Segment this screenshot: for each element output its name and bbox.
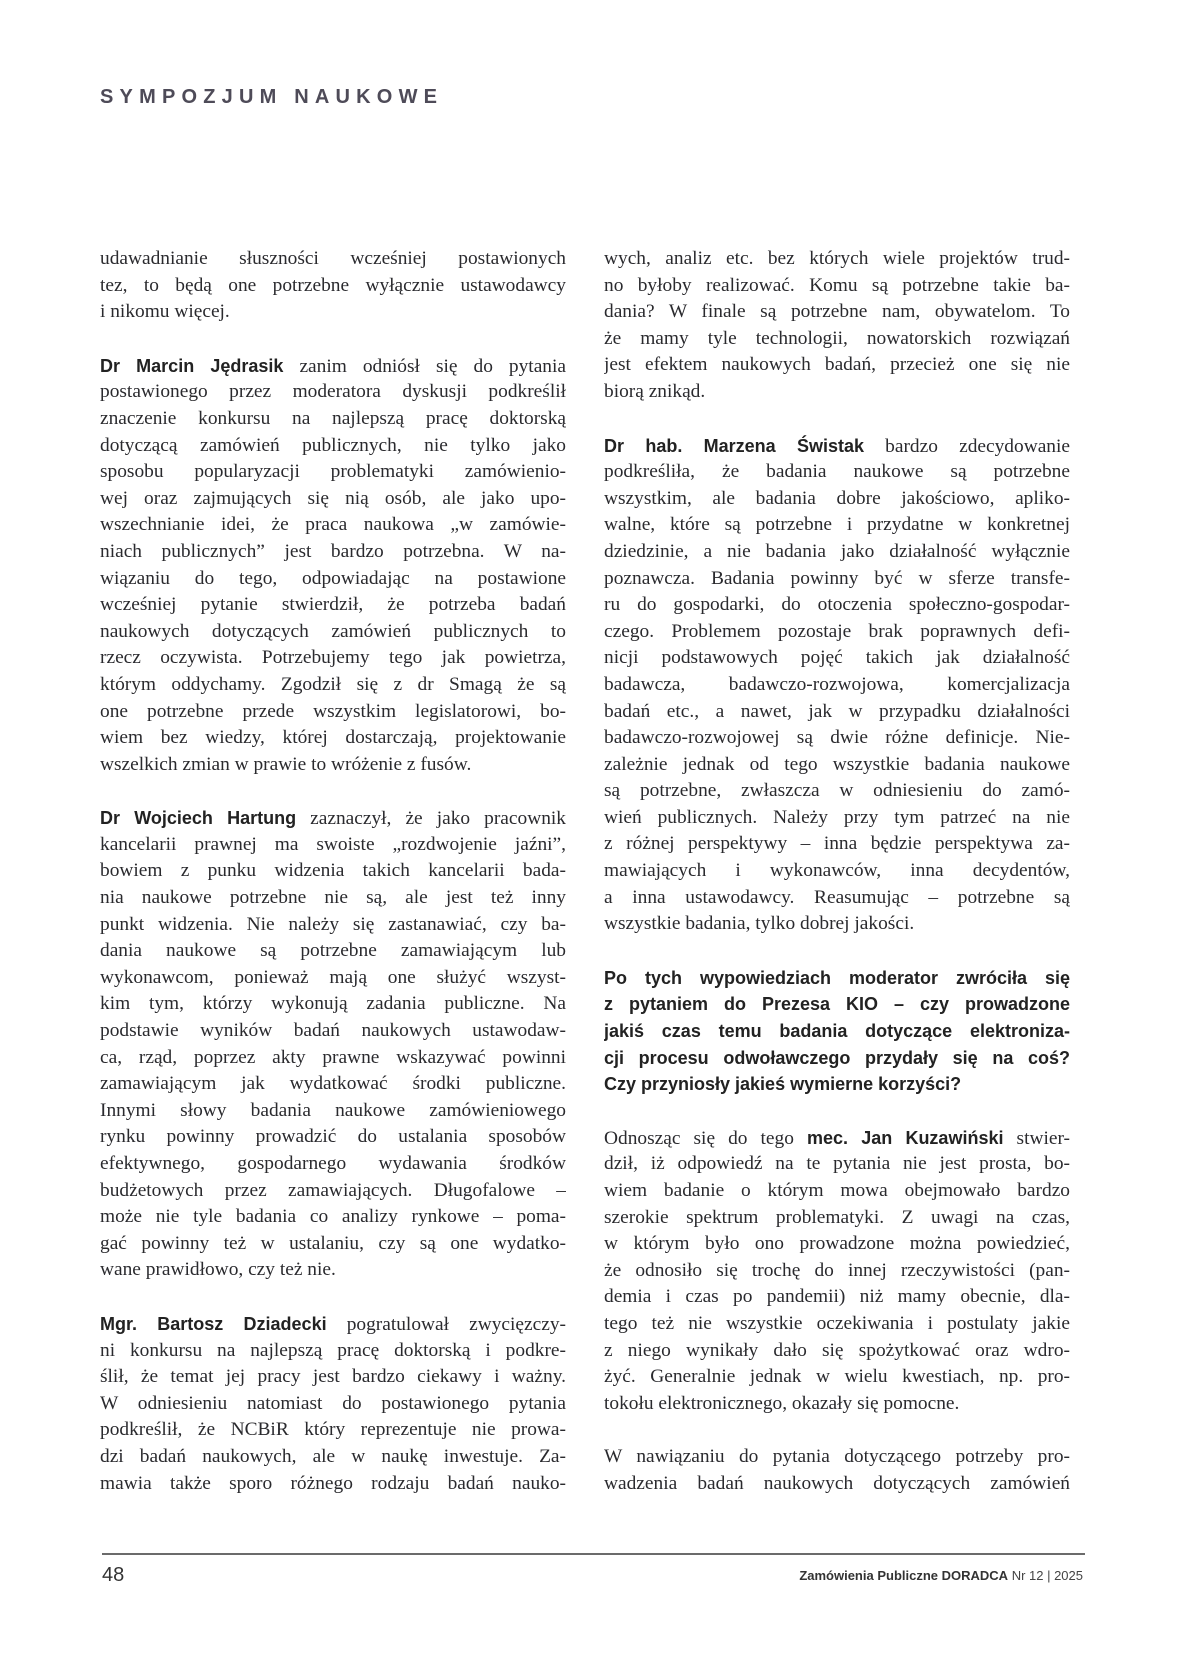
paragraph bbox=[100, 1311, 566, 1497]
text-line: jakiś czas temu badania dotyczące elektroniza- bbox=[604, 1021, 1070, 1042]
paragraph bbox=[100, 353, 566, 779]
paragraph bbox=[100, 805, 566, 1284]
text-line: wszelkich zmian w prawie to wróżenie z fusów. bbox=[100, 753, 472, 775]
text-line: żyć. Generalnie jednak w wielu kwestiach, np. pro- bbox=[604, 1366, 1070, 1388]
text-line: niach publicznych” jest bardzo potrzebna. W na- bbox=[100, 540, 566, 562]
text-line: demia i czas po pandemii) niż mamy obecnie, dla- bbox=[604, 1286, 1070, 1308]
text-line: wiem badanie o którym mowa obejmowało bardzo bbox=[604, 1180, 1070, 1201]
text-line: postawionego przez moderatora dyskusji podkreślił bbox=[100, 381, 566, 403]
text-line: w którym było ono prowadzone można powiedzieć, bbox=[604, 1233, 1070, 1255]
paragraph bbox=[604, 1444, 1070, 1497]
text-line: znaczenie konkursu na najlepszą pracę doktorską bbox=[100, 407, 566, 429]
issue-number: Nr 12 | 2025 bbox=[1011, 1568, 1083, 1583]
moderator-question bbox=[604, 965, 1070, 1098]
text-line: wiem bez wiedzy, której dostarczają, projektowanie bbox=[100, 727, 566, 749]
left-column bbox=[100, 246, 566, 1497]
text-line: Po tych wypowiedziach moderator zwróciła się bbox=[604, 967, 1070, 988]
text-line: i nikomu więcej. bbox=[100, 301, 230, 323]
text-line: budżetowych przez zamawiających. Długofalowe – bbox=[100, 1179, 566, 1201]
text-line: walne, które są potrzebne i przydatne w konkretnej bbox=[604, 514, 1070, 536]
text-line: wszystkie badania, tylko dobrej jakości. bbox=[604, 913, 915, 935]
text-line: Odnosząc się do tego mec. Jan Kuzawiński stwier- bbox=[604, 1127, 1070, 1149]
text-line: że odnosiło się trochę do innej rzeczywistości (pan- bbox=[604, 1259, 1070, 1281]
text-line: biorą znikąd. bbox=[604, 380, 706, 402]
text-line: czego. Problemem pozostaje brak poprawnych defi- bbox=[604, 620, 1070, 642]
paragraph-spacer bbox=[604, 1417, 1070, 1444]
paragraph-spacer bbox=[604, 406, 1070, 433]
text-line: badawcza, badawczo-rozwojowa, komercjalizacja bbox=[604, 673, 1070, 695]
text-line: z pytaniem do Prezesa KIO – czy prowadzone bbox=[604, 994, 1070, 1015]
text-line: może nie tyle badania co analizy rynkowe – poma- bbox=[100, 1206, 566, 1228]
text-line: tokołu elektronicznego, okazały się pomocne. bbox=[604, 1392, 960, 1414]
text-line: Innymi słowy badania naukowe zamówieniowego bbox=[100, 1099, 566, 1121]
paragraph bbox=[604, 433, 1070, 938]
text-line: Dr Marcin Jędrasik zanim odniósł się do pytania bbox=[100, 355, 566, 377]
text-line: dziedzinie, a nie badania jako działalność wyłącznie bbox=[604, 540, 1070, 562]
text-line: rynku powinny prowadzić do ustalania sposobów bbox=[100, 1126, 566, 1148]
speaker-name: Dr Marcin Jędrasik bbox=[100, 355, 284, 376]
speaker-name: Mgr. Bartosz Dziadecki bbox=[100, 1313, 327, 1334]
text-line: podkreślił, że NCBiR który reprezentuje nie prowa- bbox=[100, 1419, 566, 1441]
text-line: tez, to będą one potrzebne wyłącznie ustawodawcy bbox=[100, 274, 566, 296]
paragraph-spacer bbox=[604, 1098, 1070, 1125]
paragraph-spacer bbox=[604, 938, 1070, 965]
text-line: podstawie wyników badań naukowych ustawodaw- bbox=[100, 1020, 566, 1042]
paragraph-spacer bbox=[100, 778, 566, 805]
text-line: ca, rząd, poprzez akty prawne wskazywać powinni bbox=[100, 1046, 566, 1068]
text-line: wszystkim, ale badania dobre jakościowo, apliko- bbox=[604, 487, 1070, 509]
text-line: szerokie spektrum problematyki. Z uwagi na czas, bbox=[604, 1206, 1070, 1228]
text-line: sposobu popularyzacji problematyki zamówienio- bbox=[100, 461, 566, 483]
text-line: z niego wynikały dało się spożytkować oraz wdro- bbox=[604, 1339, 1070, 1361]
text-line: cji procesu odwoławczego przydały się na coś? bbox=[604, 1047, 1070, 1068]
text-line: a inna ustawodawcy. Reasumując – potrzebne są bbox=[604, 886, 1070, 908]
speaker-name: mec. Jan Kuzawiński bbox=[806, 1127, 1004, 1148]
text-line: wszechnianie idei, że praca naukowa „w zamówie- bbox=[100, 514, 566, 536]
paragraph bbox=[604, 246, 1070, 406]
text-line: no byłoby realizować. Komu są potrzebne takie ba- bbox=[604, 274, 1070, 296]
text-line: W nawiązaniu do pytania dotyczącego potrzeby pro- bbox=[604, 1446, 1070, 1468]
text-line: że mamy tyle technologii, nowatorskich rozwiązań bbox=[604, 327, 1070, 349]
speaker-name: Dr hab. Marzena Świstak bbox=[604, 435, 865, 456]
text-line: badawczo-rozwojowej są dwie różne definicje. Nie- bbox=[604, 727, 1070, 749]
text-line: wadzenia badań naukowych dotyczących zamówień bbox=[604, 1472, 1070, 1494]
text-line: Dr hab. Marzena Świstak bardzo zdecydowanie bbox=[604, 435, 1070, 457]
text-line: nia naukowe potrzebne nie są, ale jest też inny bbox=[100, 887, 566, 909]
text-line: ślił, że temat jej pracy jest bardzo ciekawy i ważny. bbox=[100, 1366, 566, 1388]
text-line: z różnej perspektywy – inna będzie perspektywa za- bbox=[604, 833, 1070, 855]
magazine-title: Zamówienia Publiczne DORADCA bbox=[799, 1568, 1009, 1583]
text-line: tego też nie wszystkie oczekiwania i postulaty jakie bbox=[604, 1312, 1070, 1334]
text-line: dził, iż odpowiedź na te pytania nie jest prosta, bo- bbox=[604, 1153, 1070, 1175]
text-line: dania? W finale są potrzebne nam, obywatelom. To bbox=[604, 301, 1070, 323]
text-line: jest efektem naukowych badań, przecież one się nie bbox=[604, 354, 1070, 376]
text-line: Dr Wojciech Hartung zaznaczył, że jako pracownik bbox=[100, 808, 566, 830]
text-line: bowiem z punku widzenia takich kancelarii bada- bbox=[100, 860, 566, 882]
text-line: zamawiającym jak wydatkować środki publiczne. bbox=[100, 1073, 566, 1095]
text-line: rzecz oczywista. Potrzebujemy tego jak powietrza, bbox=[100, 647, 566, 669]
paragraph bbox=[604, 1125, 1070, 1418]
text-line: wej oraz zajmujących się nią osób, ale jako upo- bbox=[100, 487, 566, 509]
text-line: wane prawidłowo, czy też nie. bbox=[100, 1259, 336, 1281]
text-line: nicji podstawowych pojęć takich jak działalność bbox=[604, 647, 1070, 669]
text-line: Mgr. Bartosz Dziadecki pogratulował zwycięzczy- bbox=[100, 1313, 566, 1335]
right-column bbox=[604, 246, 1070, 1498]
text-line: ni konkursu na najlepszą pracę doktorską i podkre- bbox=[100, 1339, 566, 1361]
running-head-section-title: SYMPOZJUM NAUKOWE bbox=[100, 86, 444, 108]
text-line: gać powinny też w ustalaniu, czy są one wydatko- bbox=[100, 1232, 566, 1254]
speaker-name: Dr Wojciech Hartung bbox=[100, 808, 297, 829]
text-line: wcześniej pytanie stwierdził, że potrzeba badań bbox=[100, 594, 566, 616]
text-line: mawiających i wykonawców, inna decydentów, bbox=[604, 860, 1070, 882]
text-line: one potrzebne przede wszystkim legislatorowi, bo- bbox=[100, 700, 566, 722]
text-line: wykonawcom, ponieważ mają one służyć wszyst- bbox=[100, 966, 566, 988]
paragraph bbox=[100, 246, 566, 326]
text-line: zależnie jednak od tego wszystkie badania naukowe bbox=[604, 753, 1070, 775]
text-line: wień publicznych. Należy przy tym patrzeć na nie bbox=[604, 806, 1070, 828]
page-number: 48 bbox=[102, 1564, 125, 1586]
text-line: kancelarii prawnej ma swoiste „rozdwojenie jaźni”, bbox=[100, 833, 566, 855]
text-line: podkreśliła, że badania naukowe są potrzebne bbox=[604, 461, 1070, 483]
text-line: kim tym, którzy wykonują zadania publiczne. Na bbox=[100, 993, 566, 1015]
text-line: którym oddychamy. Zgodził się z dr Smagą że są bbox=[100, 673, 566, 695]
paragraph-spacer bbox=[100, 326, 566, 353]
paragraph-spacer bbox=[100, 1284, 566, 1311]
text-line: wiązaniu do tego, odpowiadając na postawione bbox=[100, 567, 566, 589]
footer-publication bbox=[799, 1568, 1083, 1583]
text-line: dania naukowe są potrzebne zamawiającym lub bbox=[100, 940, 566, 962]
text-line: naukowych dotyczących zamówień publicznych to bbox=[100, 620, 566, 642]
text-line: mawia także sporo różnego rodzaju badań nauko- bbox=[100, 1472, 566, 1494]
text-line: Czy przyniosły jakieś wymierne korzyści? bbox=[604, 1074, 962, 1095]
text-line: są potrzebne, zwłaszcza w odniesieniu do zamó- bbox=[604, 780, 1070, 802]
text-line: poznawcza. Badania powinny być w sferze transfe- bbox=[604, 567, 1070, 589]
text-line: wych, analiz etc. bez których wiele projektów trud- bbox=[604, 248, 1070, 269]
text-line: udawadnianie słuszności wcześniej postawionych bbox=[100, 248, 566, 269]
text-line: punkt widzenia. Nie należy się zastanawiać, czy ba- bbox=[100, 913, 566, 935]
text-line: efektywnego, gospodarnego wydawania środków bbox=[100, 1153, 566, 1174]
text-line: dotyczącą zamówień publicznych, nie tylko jako bbox=[100, 434, 566, 456]
text-line: dzi badań naukowych, ale w naukę inwestuje. Za- bbox=[100, 1445, 566, 1467]
text-line: W odniesieniu natomiast do postawionego pytania bbox=[100, 1392, 566, 1414]
text-line: ru do gospodarki, do otoczenia społeczno-gospodar- bbox=[604, 594, 1070, 616]
text-line: badań etc., a nawet, jak w przypadku działalności bbox=[604, 700, 1070, 722]
footer-divider bbox=[102, 1553, 1085, 1555]
